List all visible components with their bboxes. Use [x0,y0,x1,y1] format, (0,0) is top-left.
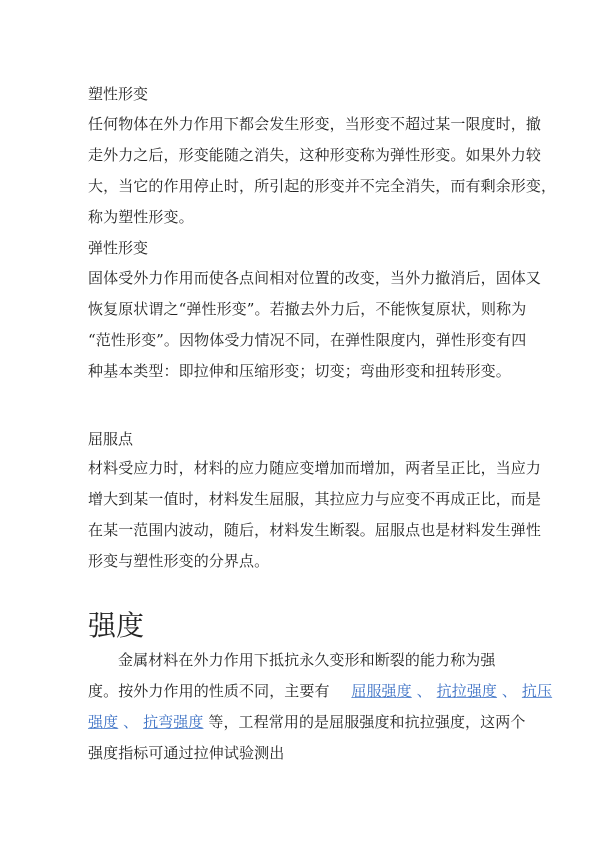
separator: 、 [123,713,139,731]
text-line: 强度指标可通过拉伸试验测出 [88,744,285,762]
paragraph-strength [88,645,553,769]
text-line: 材料受应力时，材料的应力随应变增加而增加，两者呈正比，当应力 [88,459,542,477]
text-line: 大，当它的作用停止时，所引起的形变并不完全消失，而有剩余形变， [88,177,557,195]
text-line-links [88,676,553,707]
paragraph-yield-point [88,453,542,577]
text-segment: 度。按外力作用的性质不同，主要有 [88,682,330,700]
text-segment: 等，工程常用的是屈服强度和抗拉强度，这两个 [208,713,526,731]
text-line: 增大到某一值时，材料发生屈服，其拉应力与应变不再成正比，而是 [88,490,542,508]
link-yield-strength[interactable]: 屈服强度 [351,682,412,700]
heading-elastic-deformation: 弹性形变 [88,239,149,257]
text-line: 形变与塑性形变的分界点。 [88,552,270,570]
text-line-links [88,707,528,738]
text-line: “范性形变”。因物体受力情况不同，在弹性限度内，弹性形变有四 [88,331,527,349]
heading-strength: 强度 [88,609,145,642]
link-tensile-strength[interactable]: 抗拉强度 [436,682,498,700]
separator: 、 [416,682,432,700]
text-line: 称为塑性形变。 [88,208,194,226]
paragraph-elastic-deformation [88,263,542,387]
separator: 、 [501,682,518,700]
text-line: 种基本类型：即拉伸和压缩形变；切变；弯曲形变和扭转形变。 [88,362,511,380]
text-line: 在某一范围内波动，随后，材料发生断裂。屈服点也是材料发生弹性 [88,521,542,539]
text-line: 恢复原状谓之“弹性形变”。若撤去外力后，不能恢复原状，则称为 [88,300,527,318]
link-compressive-strength[interactable]: 抗压 [521,682,553,700]
link-compressive-strength[interactable]: 强度 [88,713,119,731]
text-line: 固体受外力作用而使各点间相对位置的改变，当外力撤消后，固体又 [88,269,542,287]
paragraph-plastic-deformation [88,109,557,233]
text-line: 走外力之后，形变能随之消失，这种形变称为弹性形变。如果外力较 [88,146,542,164]
link-bending-strength[interactable]: 抗弯强度 [143,713,204,731]
heading-yield-point: 屈服点 [88,430,134,448]
text-line: 金属材料在外力作用下抵抗永久变形和断裂的能力称为强 [118,651,496,669]
heading-plastic-deformation: 塑性形变 [88,85,149,103]
text-line: 任何物体在外力作用下都会发生形变，当形变不超过某一限度时，撤 [88,115,542,133]
